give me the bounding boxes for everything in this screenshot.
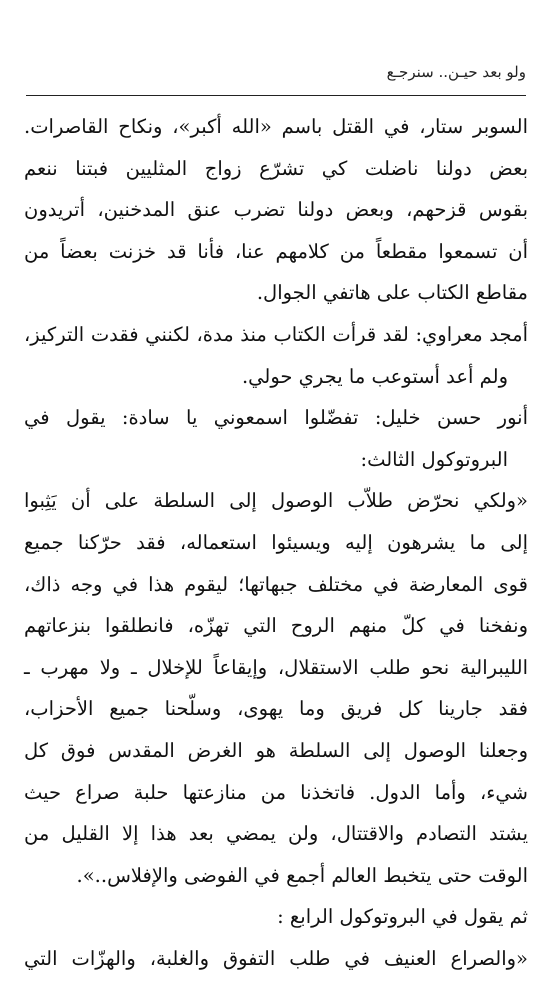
header-rule	[26, 95, 526, 96]
text-line: بقوس قزحهم، وبعض دولنا تضرب عنق المدخنين، أتريدون	[24, 198, 528, 222]
text-line: أنور حسن خليل: تفضّلوا اسمعوني يا سادة: يقول في	[24, 406, 528, 430]
text-line: «والصراع العنيف في طلب التفوق والغلبة، والهزّات التي	[24, 946, 528, 970]
text-line: أن تسمعوا مقطعاً من كلامهم عنا، فأنا قد خزنت بعضاً من	[24, 239, 528, 263]
body-text	[24, 106, 528, 979]
text-line: الوقت حتى يتخبط العالم أجمع في الفوضى والإفلاس..».	[76, 863, 528, 887]
text-line: ونفخنا في كلّ منهم الروح التي تهزّه، فانطلقوا بنزعاتهم	[24, 614, 528, 638]
text-line: السوبر ستار، في القتل باسم «الله أكبر»، ونكاح القاصرات.	[24, 115, 528, 138]
text-line: «ولكي نحرّض طلاّب الوصول إلى السلطة على أن يَثِبوا	[24, 489, 528, 513]
text-line: فقد جارينا كل فريق وما يهوى، وسلّحنا جميع الأحزاب،	[24, 697, 528, 721]
text-line: الليبرالية نحو طلب الاستقلال، وإيقاعاً للإخلال ـ ولا مهرب ـ	[24, 655, 528, 679]
text-line: البروتوكول الثالث:	[360, 447, 508, 471]
text-line: إلى ما يشرهون إليه ويسيئوا استعماله، فقد حرّكنا جميع	[24, 530, 528, 554]
text-line: شيء، وأما الدول. فاتخذنا من منازعتها حلبة صراع حيث	[24, 780, 528, 804]
text-line: ثم يقول في البروتوكول الرابع :	[277, 905, 528, 929]
text-line: يشتد التصادم والاقتتال، ولن يمضي بعد هذا إلا القليل من	[24, 822, 528, 846]
text-line: مقاطع الكتاب على هاتفي الجوال.	[256, 281, 528, 305]
text-line: وجعلنا الوصول إلى السلطة هو الغرض المقدس فوق كل	[24, 738, 528, 762]
text-line: أمجد معراوي: لقد قرأت الكتاب منذ مدة، لكنني فقدت التركيز،	[24, 322, 528, 346]
text-line: ولم أعد أستوعب ما يجري حولي.	[241, 364, 508, 388]
text-line: قوى المعارضة في مختلف جبهاتها؛ ليقوم هذا في وجه ذاك،	[24, 572, 528, 596]
running-header: ولو بعد حيـن.. سنرجـع	[386, 63, 526, 81]
text-line: بعض دولنا ناضلت كي تشرّع زواج المثليين فبتنا ننعم	[24, 156, 528, 180]
